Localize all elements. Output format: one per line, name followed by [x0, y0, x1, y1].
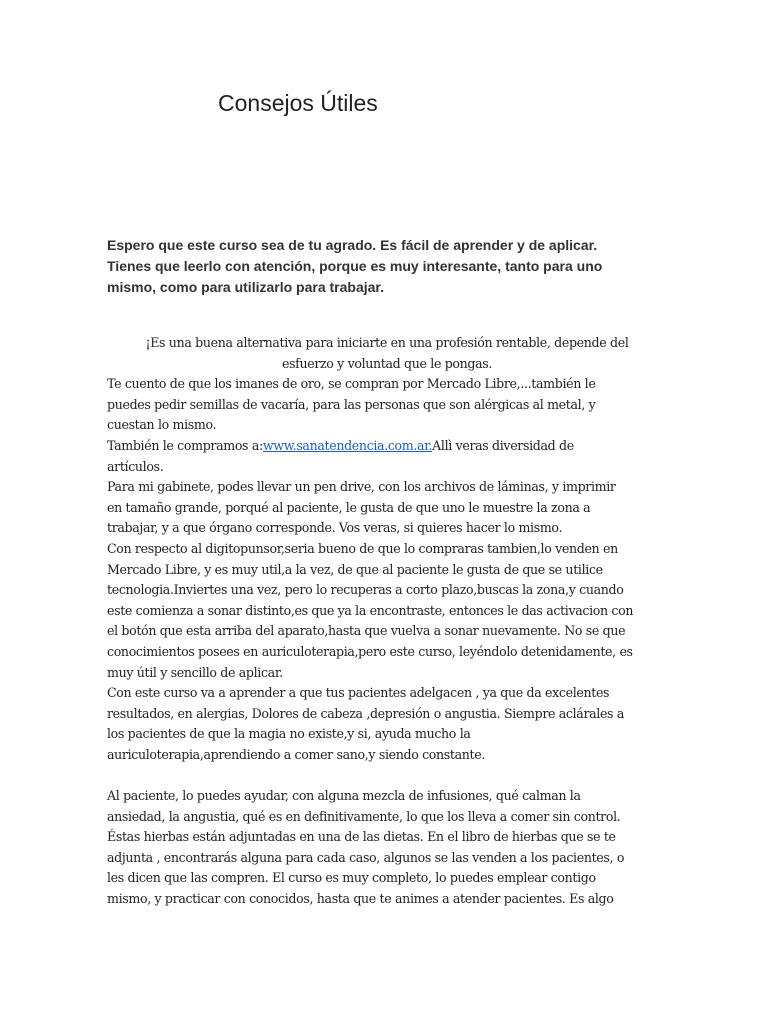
link-line-suffix: Allì veras diversidad de	[432, 437, 574, 453]
text-line: muy útil y sencillo de aplicar.	[107, 664, 283, 680]
body-text	[107, 333, 667, 910]
text-line: Éstas hierbas están adjuntadas en una de las dietas. En el libro de hierbas que se te	[107, 829, 616, 845]
website-link[interactable]: www.sanatendencia.com.ar.	[262, 437, 433, 453]
text-line: trabajar, y a que órgano corresponde. Vos veras, si quieres hacer lo mismo.	[107, 520, 563, 536]
text-line: resultados, en alergias, Dolores de cabeza ,depresión o angustia. Siempre aclárales a	[107, 705, 624, 721]
text-line: mismo, y practicar con conocidos, hasta que te animes a atender pacientes. Es algo	[107, 891, 614, 907]
text-line: tecnologia.Inviertes una vez, pero lo recuperas a corto plazo,buscas la zona,y cuando	[107, 582, 624, 598]
paragraph-gap	[107, 765, 667, 786]
centered-line: ¡Es una buena alternativa para iniciarte en una profesión rentable, depende del	[145, 335, 629, 350]
text-line: adjunta , encontrarás alguna para cada caso, algunos se las venden a los pacientes, o	[107, 849, 625, 865]
text-line: Con respecto al digitopunsor,seria bueno de que lo compraras tambien,lo venden en	[107, 540, 618, 556]
intro-line: Espero que este curso sea de tu agrado. Es fácil de aprender y de aplicar.	[107, 237, 598, 253]
text-line: les dicen que las compren. El curso es muy completo, lo puedes emplear contigo	[107, 870, 596, 886]
link-line	[107, 436, 667, 457]
text-line: Mercado Libre, y es muy util,a la vez, de que al paciente le gusta de que se utilice	[107, 561, 603, 577]
text-line: Con este curso va a aprender a que tus pacientes adelgacen , ya que da excelentes	[107, 685, 610, 701]
text-line: ansiedad, la angustia, qué es en definitivamente, lo que los lleva a comer sin control.	[107, 808, 621, 824]
page-title: Consejos Útiles	[218, 90, 378, 116]
text-line: puedes pedir semillas de vacaría, para las personas que son alérgicas al metal, y	[107, 396, 596, 412]
text-line: auriculoterapia,aprendiendo a comer sano,y siendo constante.	[107, 746, 485, 762]
text-line: el botón que esta arriba del aparato,hasta que vuelva a sonar nuevamente. No se que	[107, 623, 626, 639]
text-line: cuestan lo mismo.	[107, 417, 217, 433]
link-line-prefix: También le compramos a:	[107, 437, 263, 453]
text-line: este comienza a sonar distinto,es que ya la encontraste, entonces le das activacion con	[107, 602, 634, 618]
text-line: Te cuento de que los imanes de oro, se compran por Mercado Libre,...también le	[107, 376, 596, 392]
text-line: Al paciente, lo puedes ayudar, con alguna mezcla de infusiones, qué calman la	[107, 788, 581, 804]
text-line: en tamaño grande, porqué al paciente, le gusta de que uno le muestre la zona a	[107, 499, 591, 515]
text-line: conocimientos posees en auriculoterapia,pero este curso, leyéndolo detenidamente, es	[107, 643, 633, 659]
text-line: artículos.	[107, 458, 164, 474]
text-line: los pacientes de que la magia no existe,y si, ayuda mucho la	[107, 726, 471, 742]
text-line: Para mi gabinete, podes llevar un pen drive, con los archivos de láminas, y imprimir	[107, 479, 616, 495]
intro-paragraph	[107, 235, 637, 298]
centered-line: esfuerzo y voluntad que le pongas.	[281, 355, 493, 371]
intro-line: Tienes que leerlo con atención, porque es muy interesante, tanto para uno	[107, 258, 603, 274]
intro-line: mismo, como para utilizarlo para trabajar.	[107, 279, 384, 295]
